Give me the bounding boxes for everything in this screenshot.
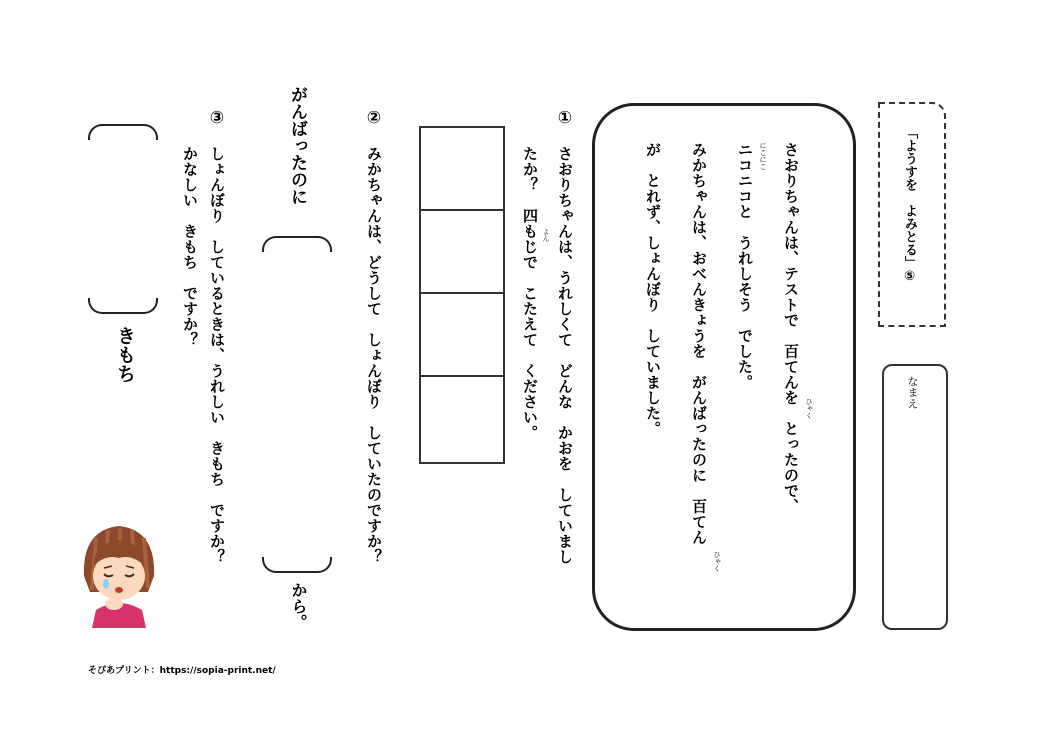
q1-number: ①	[555, 108, 575, 128]
answer-cell[interactable]	[421, 294, 503, 377]
q3-bracket-bottom	[88, 298, 158, 314]
q2-line: みかちゃんは、どうして しょんぼり していたのですか？	[365, 146, 383, 565]
story-box	[592, 103, 856, 631]
answer-cell[interactable]	[421, 377, 503, 460]
story-line-3: みかちゃんは、おべんきょうを がんばったのに 百てん	[690, 142, 708, 545]
q1-answer-grid[interactable]	[419, 126, 505, 464]
q1-line-2: たか？ 四もじで こたえて ください。	[521, 146, 539, 441]
q3-answer-area[interactable]	[88, 140, 158, 298]
name-box[interactable]	[882, 364, 948, 630]
q1-line-1: さおりちゃんは、うれしくて どんな かおを していまし	[556, 146, 574, 565]
story-line-2: ニコニコと うれしそう でした。	[736, 142, 754, 390]
ruby-nikoniko: にこにこ	[759, 142, 767, 170]
story-line-1: さおりちゃんは、テストで 百てんを とったので、	[782, 142, 800, 514]
q2-number: ②	[364, 108, 384, 128]
ruby-yon: よん	[542, 228, 550, 242]
sad-girl-illustration	[74, 518, 164, 628]
q3-line-1: しょんぼり しているときは、うれしい きもち ですか？	[208, 146, 226, 565]
q3-answer-suffix: きもち	[114, 326, 136, 383]
footer-credit: そぴあプリント：https://sopia-print.net/	[88, 666, 276, 676]
ruby-hyaku-2: ひゃく	[713, 551, 721, 572]
q3-line-2: かなしい きもち ですか？	[181, 146, 199, 348]
q2-answer-area[interactable]	[262, 252, 332, 557]
worksheet-title: 「ようすを よみとる」⑤	[902, 126, 917, 284]
answer-cell[interactable]	[421, 128, 503, 211]
q2-answer-prefix: がんばったのに	[287, 86, 307, 205]
q3-number: ③	[207, 108, 227, 128]
q2-bracket-top	[262, 236, 332, 252]
worksheet-title-box	[878, 102, 946, 327]
q2-answer-suffix: から。	[289, 582, 308, 630]
ruby-hyaku-1: ひゃく	[805, 398, 813, 419]
name-label: なまえ	[906, 376, 919, 409]
q2-bracket-bottom	[262, 557, 332, 573]
story-line-4: が とれず、しょんぼり していました。	[644, 142, 662, 437]
answer-cell[interactable]	[421, 211, 503, 294]
q3-bracket-top	[88, 124, 158, 140]
